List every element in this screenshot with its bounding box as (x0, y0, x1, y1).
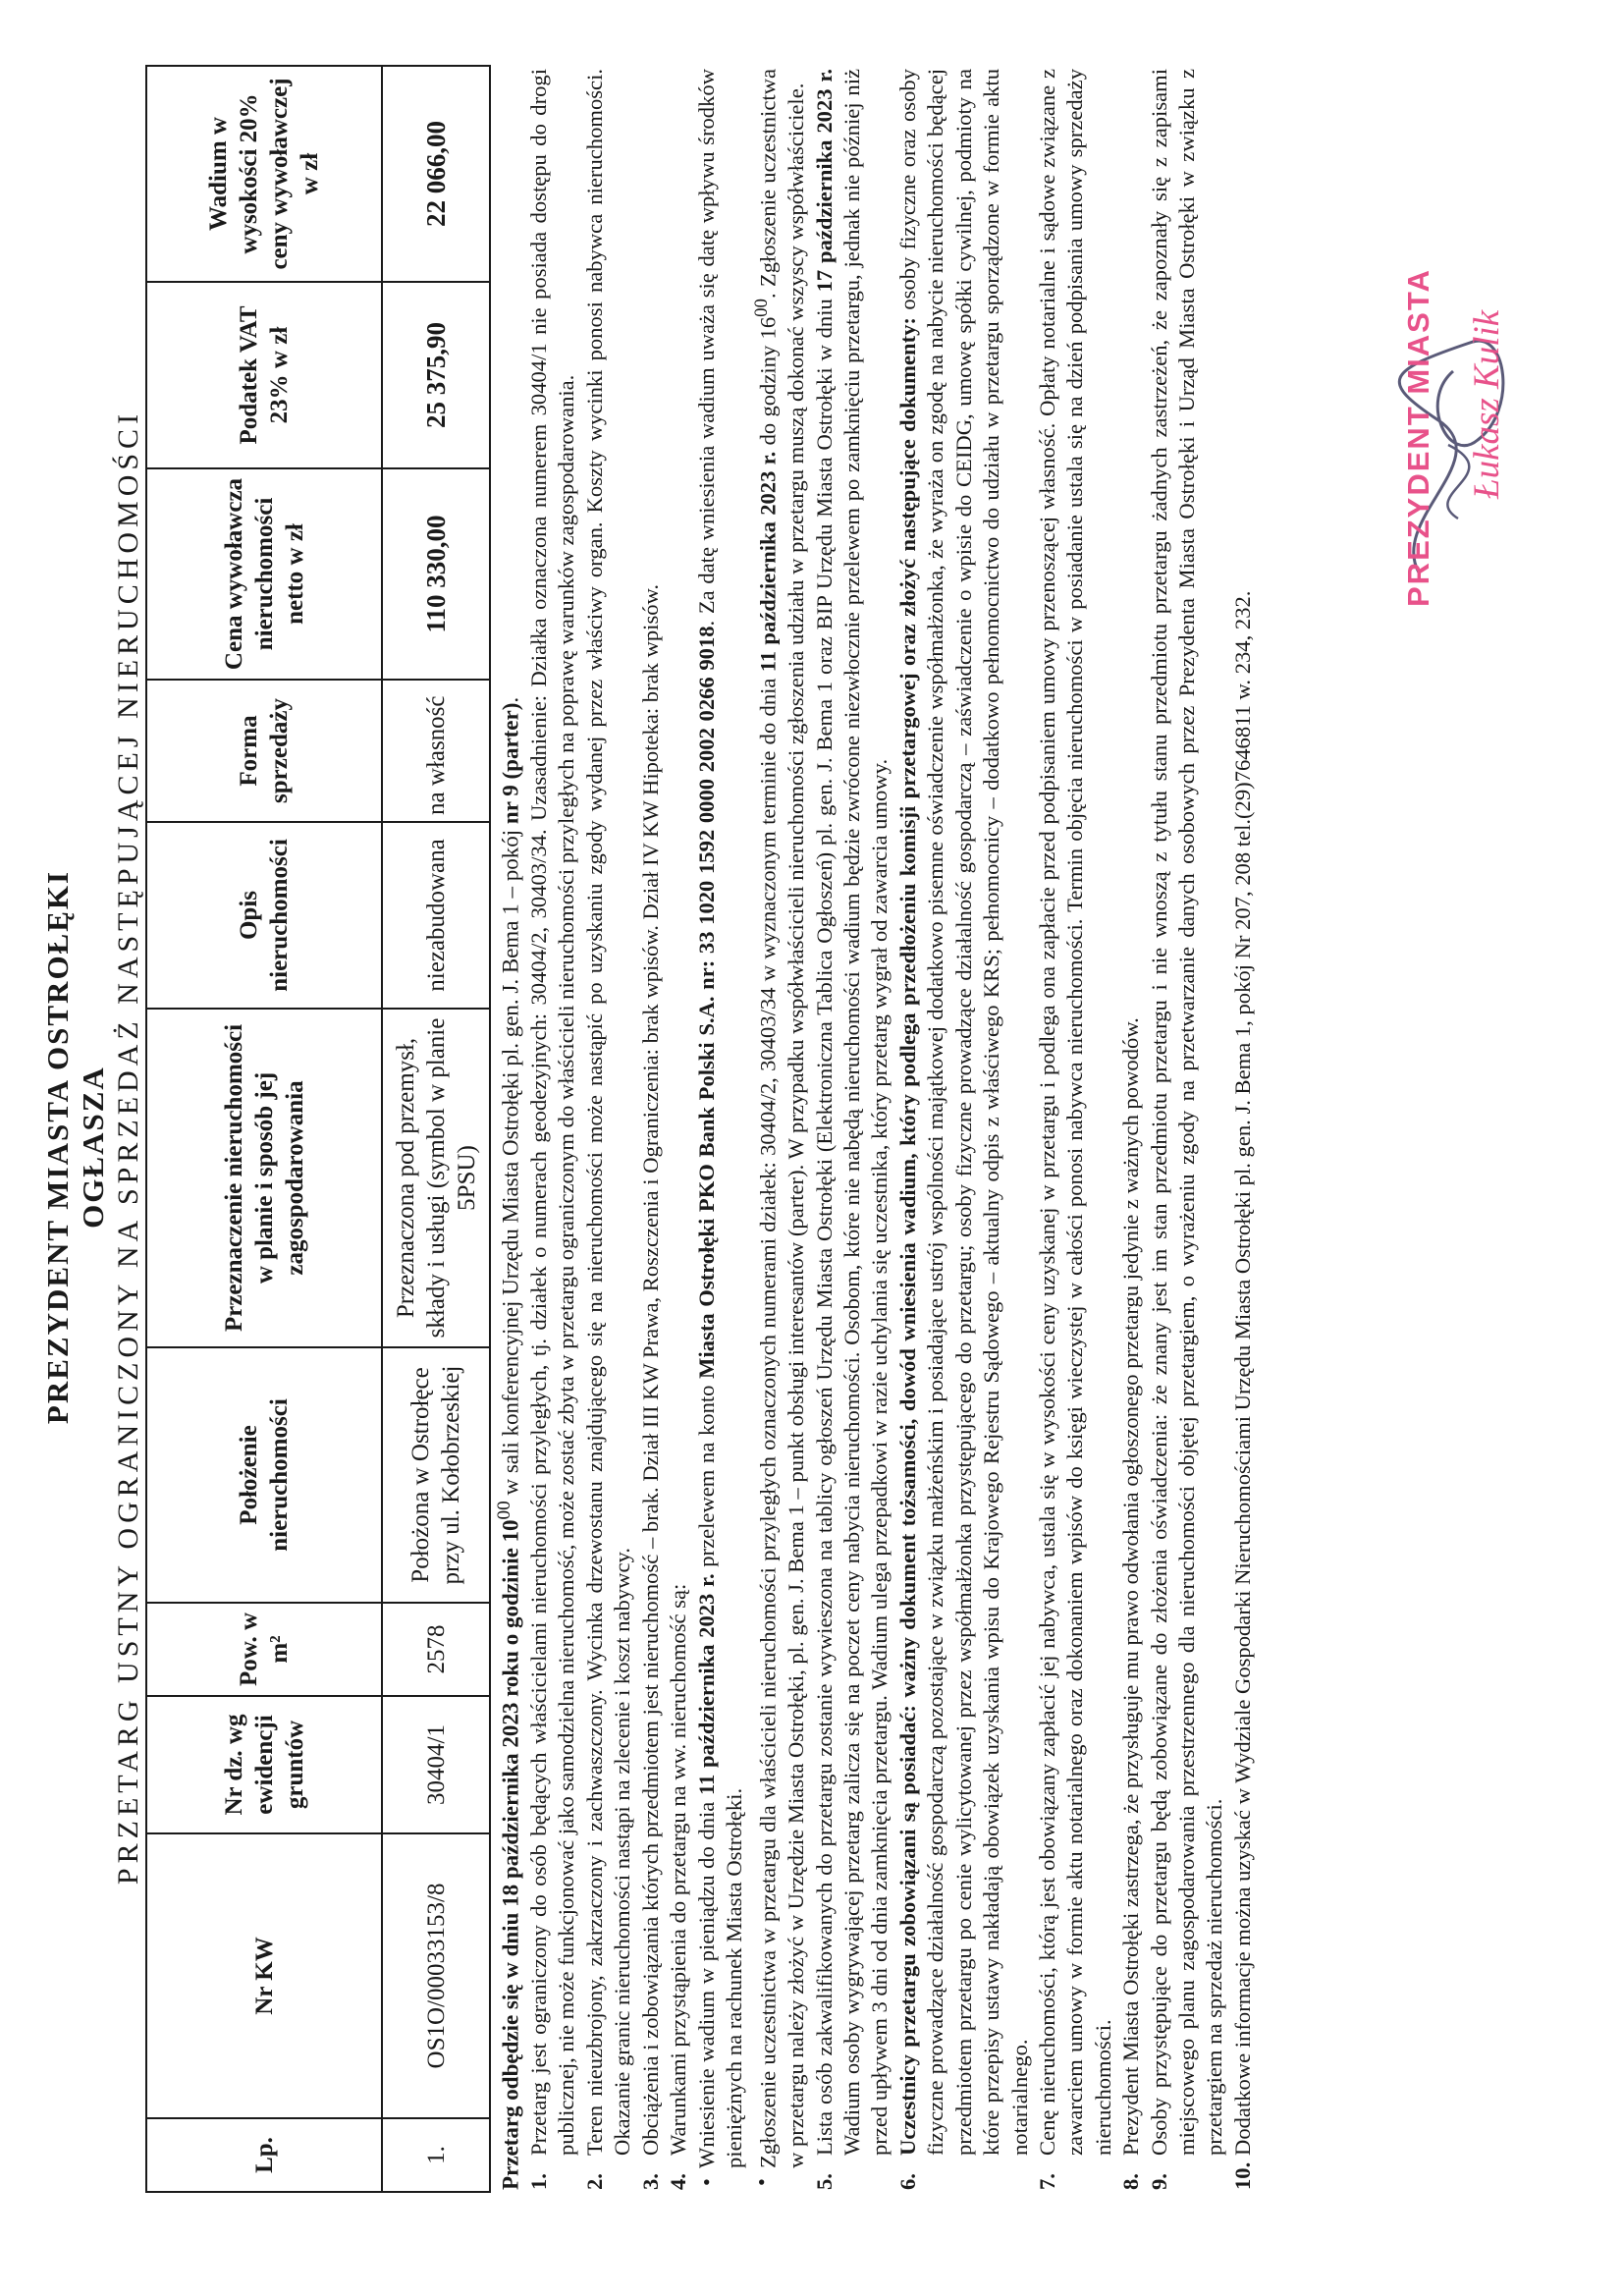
cell-lp: 1. (382, 2118, 490, 2192)
cell-description: niezabudowana (382, 822, 490, 1009)
item-number: 1. (526, 2173, 552, 2190)
item-text: Prezydent Miasta Ostrołęki zastrzega, że przysługuje mu prawo odwołania ogłoszonego przetargu jedynie z ważnych powodów. (1118, 1017, 1144, 2156)
item-text: Teren nieuzbrojony, zakrzaczony i zachwaszczony. Wycinka drzewostanu znajdującego się na nieruchomości może nastąpić po uzyskaniu zgody wydanej przez właściwy organ. Koszty wycinki ponosi nabywca nieruchomości. Okazanie granic nieruchomości nastąpi na zlecenie i koszt nabywcy. (581, 69, 635, 2156)
cell-location: Położona w Ostrołęce przy ul. Kołobrzeskiej (382, 1347, 490, 1603)
item-number: 9. (1146, 2173, 1171, 2190)
cell-sale-form: na własność (382, 680, 490, 822)
list-item (1229, 69, 1257, 2190)
condition-bullet-deposit (693, 69, 749, 2190)
bullet-text: . Zgłoszenie uczestnictwa w przetargu należy złożyć w Urzędzie Miasta Ostrołęki, pl. gen. J. Bema 1 – punkt obsługi interesantów (parter). W przypadku współwłaścicieli nieruchomości zgłoszenia udziału w przetargu muszą dokonać wszyscy współwłaściciele. (755, 69, 809, 2168)
col-header-purpose: Przeznaczenie nieruchomości w planie i sposób jej zagospodarowania (146, 1009, 382, 1347)
item-text: Warunkami przystąpienia do przetargu na ww. nieruchomość są: (666, 1583, 691, 2156)
bank-account: Miasta Ostrołęki PKO Bank Polski S.A. nr: 33 1020 1592 0000 2002 0266 9018 (693, 626, 719, 1379)
list-item (1117, 69, 1145, 2190)
list-item (525, 69, 581, 2190)
cell-vat: 25 375,90 (382, 282, 490, 468)
bullet-text: Zgłoszenie uczestnictwa w przetargu dla właścicieli nieruchomości przyległych oznaczonych numerami działek: 30404/2, 30403/34 w wyznaczonym terminie do dnia (755, 672, 781, 2168)
tender-room: nr 9 (parter) (498, 702, 523, 825)
item-number: 6. (894, 2173, 920, 2190)
mayor-stamp-signature (1380, 253, 1537, 666)
item-number: 2. (581, 2173, 607, 2190)
registration-time-minutes: 00 (751, 299, 773, 317)
stamp-title: PREZYDENT MIASTA (1401, 268, 1435, 607)
bullet-text: do godziny 16 (755, 316, 781, 452)
table-header-row (146, 66, 382, 2192)
list-item (1146, 69, 1229, 2190)
header-issuer: PREZYDENT MIASTA OSTROŁĘKI (40, 869, 75, 1425)
item-number: 5. (811, 2173, 837, 2190)
item-text: Cenę nieruchomości, którą jest obowiązany zapłacić jej nabywca, ustala się w wysokości ceny uzyskanej w przetargu i podlega ona zapłacie przed podpisaniem umowy przenoszącej własność. Opłaty notarialne i sądowe związane z zawarciem umowy w formie aktu notarialnego oraz dokonaniem wpisów do księgi wieczystej w całości ponosi nabywca nieruchomości. Termin objęcia nieruchomości w posiadanie ustala się na dzień podpisania umowy sprzedaży nieruchomości. (1034, 69, 1115, 2156)
col-header-location: Położenie nieruchomości (146, 1347, 382, 1603)
col-header-description: Opis nieruchomości (146, 822, 382, 1009)
tender-date-paragraph (491, 69, 525, 2190)
property-table (145, 65, 491, 2193)
cell-area: 2578 (382, 1603, 490, 1696)
cell-parcel: 30404/1 (382, 1696, 490, 1833)
tender-venue: w sali konferencyjnej Urzędu Miasta Ostrołęki pl. gen. J. Bema 1 – pokój (498, 824, 523, 1502)
item-text: osoby fizyczne oraz osoby fizyczne prowadzące działalność gospodarczą pozostające w związku małżeńskim i posiadające ustrój wspólności majątkowej dodatkowo pisemne oświadczenie współmałżonka, że wyraża on zgodę na nabycie nieruchomości będącej przedmiotem przetargu po cenie wylicytowanej przez współmałżonka przystępującego do przetargu; osoby fizyczne prowadzące działalność gospodarczą – zaświadczenie o wpisie do CEIDG, umowę spółki cywilnej, podmioty na które przepisy ustawy nakładają obowiązek uzyskania wpisu do Krajowego Rejestru Sądowego – aktualny odpis z właściwego KRS; pełnomocnicy – dodatkowo pełnomocnictwo do udziału w przetargu sporządzone w formie aktu notarialnego. (894, 69, 1032, 2156)
list-item (1034, 69, 1117, 2190)
bullet-text: Wniesienie wadium w pieniądzu do dnia (693, 1795, 719, 2168)
col-header-parcel: Nr dz. wg ewidencji gruntów (146, 1696, 382, 1833)
required-documents-heading: Uczestnicy przetargu zobowiązani są posiadać: ważny dokument tożsamości, dowód wniesienia wadium, który podlega przedłożeniu komisji przetargowej oraz złożyć następujące dokumenty: (894, 317, 920, 2156)
col-header-area: Pow. w m² (146, 1603, 382, 1696)
header-tender-title: PRZETARG USTNY OGRANICZONY NA SPRZEDAŻ NASTĘPUJĄCEJ NIERUCHOMOŚCI (112, 409, 144, 1886)
tender-date: Przetarg odbędzie się w dniu 18 października 2023 roku o godzinie 10 (498, 1519, 523, 2190)
list-item (811, 69, 894, 2190)
qualification-date: 17 października 2023 r. (811, 69, 837, 293)
bullet-dot: • (749, 2178, 775, 2186)
list-item (894, 69, 1034, 2190)
item-text: Dodatkowe informacje można uzyskać w Wydziale Gospodarki Nieruchomościami Urzędu Miasta Ostrołęki pl. gen. J. Bema 1, pokój Nr 207, 208 tel.(29)7646811 w. 234, 232. (1229, 590, 1255, 2156)
col-header-kw: Nr KW (146, 1833, 382, 2118)
bullet-dot: • (693, 2178, 719, 2186)
table-row (382, 66, 490, 2192)
item-text: Osoby przystępujące do przetargu będą zobowiązane do złożenia oświadczenia: że znany jest im stan przedmiotu przetargu i nie wnoszą z tytułu stanu przedmiotu przetargu żadnych zastrzeżeń, że zapoznały się z zapisami miejscowego planu zagospodarowania przestrzennego dla nieruchomości objętej przetargiem, o wyrażeniu zgody na przetwarzanie danych osobowych przez Prezydenta Miasta Ostrołęki i Urząd Miasta Ostrołęki w związku z przetargiem na sprzedaż nieruchomości. (1146, 69, 1227, 2156)
header-announces: OGŁASZA (76, 1066, 110, 1229)
col-header-lp: Lp. (146, 2118, 382, 2192)
item-text: Lista osób zakwalifikowanych do przetargu zostanie wywieszona na tablicy ogłoszeń Urzędu Miasta Ostrołęki (Elektroniczna Tablica Ogłoszeń) pl. gen. J. Bema 1 oraz BIP Urzędu Miasta Ostrołęki w dniu (811, 292, 837, 2156)
item-number: 3. (637, 2173, 663, 2190)
col-header-deposit: Wadium w wysokości 20% ceny wywoławczej w zł (146, 66, 382, 282)
item-number: 7. (1034, 2173, 1059, 2190)
bullet-text: przelewem na konto (693, 1378, 719, 1574)
stamp-name: Łukasz Kulik (1467, 309, 1507, 499)
announcement-body (491, 69, 1257, 2190)
list-item (665, 69, 692, 2190)
item-number: 8. (1118, 2173, 1144, 2190)
item-number: 10. (1229, 2161, 1255, 2190)
col-header-vat: Podatek VAT 23% w zł (146, 282, 382, 468)
bullet-text: . Za datę wniesienia wadium uważa się datę wpływu środków pieniężnych na rachunek Miasta Ostrołęki. (693, 68, 746, 2168)
list-item (637, 69, 665, 2190)
item-text: Przetarg jest ograniczony do osób będących właścicielami nieruchomości przyległych, tj. działek o numerach geodezyjnych: 30404/2, 30403/34. Uzasadnienie: Działka oznaczona numerem 30404/1 nie posiada dostępu do drogi publicznej, nie może funkcjonować jako samodzielna nieruchomość, może zostać zbyta w przetargu ograniczonym do właścicieli nieruchomości przyległych na poprawę warunków zagospodarowania. (526, 69, 579, 2156)
col-header-price: Cena wywoławcza nieruchomości netto w zł (146, 468, 382, 680)
cell-deposit: 22 066,00 (382, 66, 490, 282)
condition-bullet-registration (748, 69, 810, 2190)
item-number: 4. (666, 2173, 691, 2190)
registration-deadline: 11 października 2023 r. (755, 451, 781, 673)
tender-date-end: . (498, 696, 523, 703)
cell-kw: OS1O/00033153/8 (382, 1833, 490, 2118)
cell-price: 110 330,00 (382, 468, 490, 680)
item-text: Wadium osoby wygrywającej przetarg zalicza się na poczet ceny nabycia nieruchomości. Osobom, które nie nabędą nieruchomości wadium będzie zwrócone niezwłocznie przelewem po zamknięciu przetargu, jednak nie później niż przed upływem 3 dni od dnia zamknięcia przetargu. Wadium ulega przepadkowi w razie uchylania się uczestnika, który przetarg wygrał od zawarcia umowy. (839, 69, 893, 2156)
header (39, 106, 147, 2188)
col-header-sale-form: Forma sprzedaży (146, 680, 382, 822)
tender-time-minutes: 00 (494, 1501, 514, 1520)
list-item (581, 69, 637, 2190)
deposit-deadline: 11 października 2023 r. (693, 1573, 719, 1796)
cell-purpose: Przeznaczona pod przemysł, składy i usługi (symbol w planie 5PSU) (382, 1009, 490, 1347)
item-text: Obciążenia i zobowiązania których przedmiotem jest nieruchomość – brak. Dział III KW Prawa, Roszczenia i Ograniczenia: brak wpisów. Dział IV KW Hipoteka: brak wpisów. (637, 583, 663, 2156)
